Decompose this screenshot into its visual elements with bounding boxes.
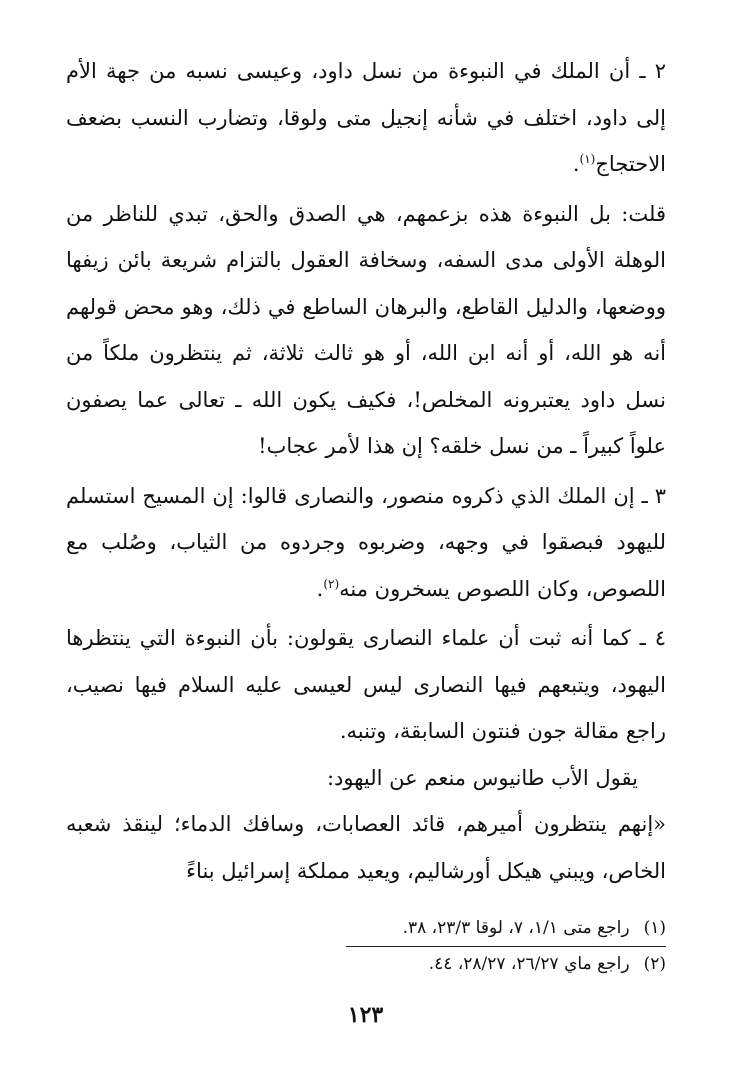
footnote-2 (66, 946, 666, 982)
paragraph-3-text: ٣ ـ إن الملك الذي ذكروه منصور، والنصارى قالوا: إن المسيح استسلم لليهود فبصقوا في وجهه، وضربوه وجردوه من الثياب، وصُلب مع اللصوص، وكان اللصوص يسخرون منه (66, 483, 666, 601)
paragraph-3-end: . (316, 576, 324, 601)
footnote-2-text: راجع ماي ٢٦/٢٧، ٢٨/٢٧، ٤٤. (428, 954, 630, 974)
paragraph-4: ٤ ـ كما أنه ثبت أن علماء النصارى يقولون: بأن النبوءة التي ينتظرها اليهود، ويتبعهم فيها النصارى ليس لعيسى عليه السلام فيها نصيب، راجع مقالة جون فنتون السابقة، وتنبه. (66, 626, 666, 743)
footnotes (66, 910, 666, 982)
footnote-ref-2[interactable]: (٢) (323, 576, 340, 591)
footnote-2-number: (٢) (643, 954, 666, 974)
paragraph-1-end: . (572, 152, 580, 176)
footnote-ref-1[interactable]: (١) (579, 152, 596, 166)
footnote-1 (66, 910, 666, 946)
paragraph-1 (66, 48, 666, 188)
footnote-1-number: (١) (643, 918, 666, 938)
paragraph-5: يقول الأب طانيوس منعم عن اليهود: (326, 765, 638, 790)
paragraph-3 (66, 473, 666, 613)
footnote-1-text: راجع متى ١/١، ٧، لوقا ٢٣/٣، ٣٨. (402, 918, 630, 938)
page-number: ١٢٣ (347, 1002, 384, 1028)
page-body (66, 48, 666, 894)
paragraph-6: «إنهم ينتظرون أميرهم، قائد العصابات، وسافك الدماء؛ لينقذ شعبه الخاص، ويبني هيكل أورشاليم، ويعيد مملكة إسرائيل بناءً (66, 812, 666, 883)
paragraph-2: قلت: بل النبوءة هذه بزعمهم، هي الصدق والحق، تبدي للناظر من الوهلة الأولى مدى السفه، وسخافة العقول بالتزام شريعة بائن زيفها ووضعها، والدليل القاطع، والبرهان الساطع في ذلك، وهو محض قولهم أنه هو الله، أو أنه ابن الله، أو هو ثالث ثلاثة، ثم ينتظرون ملكاً من نسل داود يعتبرونه المخلص!، فكيف يكون الله ـ تعالى عما يصفون علواً كبيراً ـ من نسل خلقه؟ إن هذا لأمر عجاب! (66, 201, 666, 458)
paragraph-1-text: ٢ ـ أن الملك في النبوءة من نسل داود، وعيسى نسبه من جهة الأم إلى داود، اختلف في شأنه إنجيل متى ولوقا، وتضارب النسب بضعف الاحتجاج (66, 59, 666, 176)
